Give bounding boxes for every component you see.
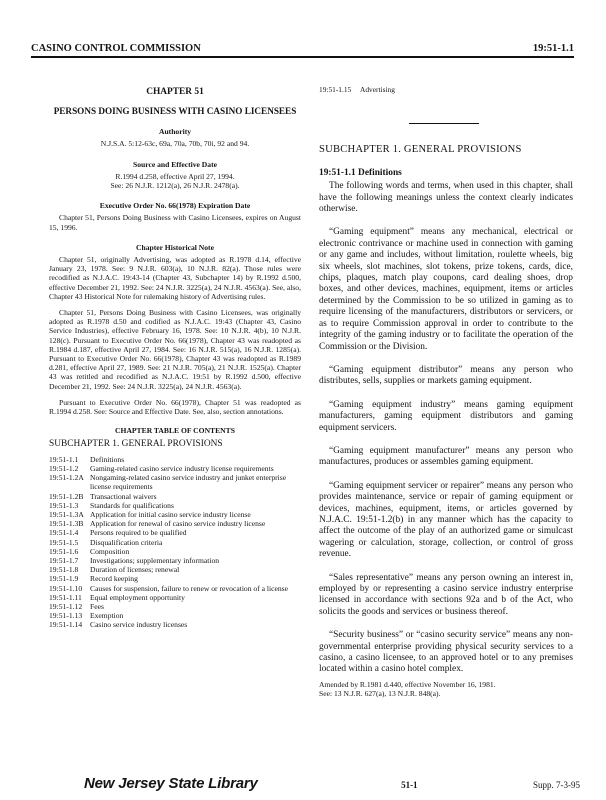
toc-item: 19:51-1.11 Equal employment opportunity (49, 592, 185, 602)
history-heading: Chapter Historical Note (136, 242, 214, 252)
authority-heading: Authority (158, 127, 192, 137)
section-divider (409, 123, 479, 124)
toc-item: 19:51-1.4 Persons required to be qualified (49, 528, 187, 538)
toc-item: 19:51-1.13 Exemption (49, 611, 124, 621)
definitions-intro: The following words and terms, when used in this chapter, shall have the following meanings unless the context clearly indicates otherwise. (319, 181, 573, 215)
definition-paragraph: “Gaming equipment distributor” means any person who distributes, sells, supplies or markets gaming equipment. (319, 364, 573, 387)
toc-subchapter: SUBCHAPTER 1. GENERAL PROVISIONS (49, 439, 223, 450)
definition-paragraph: “Gaming equipment servicer or repairer” means any person who provides maintenance, service or repair of gaming equipment or devices, machines, equipment, items, or articles governed by N.J.A.C. 19:51-1.2(b) in any manner which has the capacity to affect the outcome of the play of an authorized game or simulcast wagering or calculation, storage, collection, or control of gross revenue. (319, 480, 573, 560)
definition-paragraph: “Sales representative” means any person owning an interest in, employed by or representing a casino service industry enterprise licensed in accordance with sections 92a and b of the Act, who solicits the goods and services or business thereof. (319, 572, 573, 617)
history-paragraph-3: Pursuant to Executive Order No. 66(1978), Chapter 51 was readopted as R.1994 d.258. See: Source and Effective Date. See, also, section annotations. (49, 397, 301, 417)
toc-item: 19:51-1.12 Fees (49, 601, 104, 611)
expiration-text: Chapter 51, Persons Doing Business with Casino Licensees, expires on August 15, 1996. (49, 213, 301, 232)
chapter-number: CHAPTER 51 (146, 87, 204, 97)
definition-paragraph: “Security business” or “casino security service” means any non-governmental enterprise providing physical security services to a casino, a casino licensee, to an approved hotel or to any premises located within a casino hotel complex. (319, 630, 573, 675)
left-column (49, 84, 301, 630)
amendment-note: Amended by R.1981 d.440, effective November 16, 1981. (319, 679, 496, 689)
section-number: 19:51-1.1 (532, 43, 574, 54)
running-header (31, 38, 574, 58)
toc-heading: CHAPTER TABLE OF CONTENTS (115, 426, 235, 436)
amendment-citation: See: 13 N.J.R. 627(a), 13 N.J.R. 848(a). (319, 688, 441, 698)
source-line-2: See: 26 N.J.R. 1212(a), 26 N.J.R. 2478(a). (110, 181, 240, 191)
toc-item: 19:51-1.14 Casino service industry licenses (49, 620, 188, 630)
history-paragraph-2: Chapter 51, Persons Doing Business with Casino Licensees, was originally adopted as R.1978 d.50 and codified as N.J.A.C. 19:43 (Chapter 43, Casino Service Industries), effective February 16, 1978. See: 10 N.J.R. 4(b), 10 N.J.R. 128(c). Pursuant to Executive Order No. 66(1978), Chapter 43 was readopted as R.1984 d.187, effective April 27, 1984. See: 16 N.J.R. 515(a), 16 N.J.R. 1285(a). Pursuant to Executive Order No. 66(1978), Chapter 43 was readopted as R.1989 d.281, effective April 27, 1989. See: 21 N.J.R. 705(a), 21 N.J.R. 1525(a). Chapter 43 was retitled and recodified as N.J.A.C. 19:51 by R.1992 d.500, effective December 21, 1992. See: 24 N.J.R. 3225(a), 24 N.J.R. 4563(a). (49, 308, 301, 391)
toc-item: 19:51-1.8 Duration of licenses; renewal (49, 565, 180, 575)
subchapter-heading: SUBCHAPTER 1. GENERAL PROVISIONS (319, 144, 522, 156)
source-line-1: R.1994 d.258, effective April 27, 1994. (115, 171, 235, 181)
toc-item: 19:51-1.5 Disqualification criteria (49, 537, 163, 547)
toc-item: 19:51-1.3B Application for renewal of casino service industry license (49, 519, 266, 529)
toc-item: 19:51-1.6 Composition (49, 546, 130, 556)
toc-item: 19:51-1.1 Definitions (49, 454, 125, 464)
right-column (319, 84, 573, 698)
definition-paragraph: “Gaming equipment industry” means gaming equipment manufacturers, gaming equipment distributors and gaming equipment servicers. (319, 399, 573, 433)
toc-item: 19:51-1.2A Nongaming-related casino service industry and junket enterprise license requirements (49, 473, 287, 492)
toc-item: 19:51-1.2 Gaming-related casino service industry license requirements (49, 463, 274, 473)
expiration-heading: Executive Order No. 66(1978) Expiration Date (99, 201, 251, 211)
section-heading: 19:51-1.1 Definitions (319, 167, 402, 178)
toc-item: 19:51-1.10 Causes for suspension, failure to renew or revocation of a license (49, 583, 289, 593)
page-footer (84, 775, 580, 792)
page-number: 51-1 (401, 780, 418, 790)
toc-list (49, 455, 301, 630)
supplement-date: Supp. 7-3-95 (532, 780, 580, 790)
library-stamp: New Jersey State Library (84, 775, 258, 792)
chapter-title: PERSONS DOING BUSINESS WITH CASINO LICENSEES (53, 106, 297, 117)
definition-paragraph: “Gaming equipment” means any mechanical, electrical or electronic contrivance or machine used in connection with gaming or any game and includes, without limitation, roulette wheels, big six wheels, slot machines, slot tokens, prize tokens, cards, dice, chips, plaques, match play coupons, card dealing shoes, drop boxes, and other devices, machines, equipment, items or articles determined by the Commission to be so utilized in gaming as to require licensing of the manufacturers, distributors or servicers, or as to require Commission approval in order to contribute to the integrity of the gaming industry or to facilitate the operation of the Commission or the Division. (319, 227, 573, 352)
toc-item: 19:51-1.7 Investigations; supplementary information (49, 555, 220, 565)
toc-item: 19:51-1.9 Record keeping (49, 574, 138, 584)
toc-item: 19:51-1.3A Application for initial casino service industry license (49, 509, 251, 519)
agency-name: CASINO CONTROL COMMISSION (31, 43, 201, 54)
toc-item: 19:51-1.2B Transactional waivers (49, 491, 157, 501)
toc-item-continued: 19:51-1.15 Advertising (319, 85, 395, 94)
history-paragraph-1: Chapter 51, originally Advertising, was adopted as R.1978 d.14, effective January 23, 1978. See: 9 N.J.R. 603(a), 10 N.J.R. 82(a). Those rules were recodified as N.J.A.C. 19:43-14 (Chapter 43, Subchapter 14) by R.1992 d.500, effective December 21, 1992. See: 24 N.J.R. 3225(a), 24 N.J.R. 4563(a). See, also, Chapter 43 Historical Note for rulemaking history of Advertising rules. (49, 255, 301, 301)
authority-text: N.J.S.A. 5:12-63c, 69a, 70a, 70b, 70i, 92 and 94. (100, 139, 250, 149)
source-heading: Source and Effective Date (132, 159, 217, 169)
toc-item: 19:51-1.3 Standards for qualifications (49, 500, 174, 510)
definition-paragraph: “Gaming equipment manufacturer” means any person who manufactures, produces or assembles gaming equipment. (319, 445, 573, 468)
